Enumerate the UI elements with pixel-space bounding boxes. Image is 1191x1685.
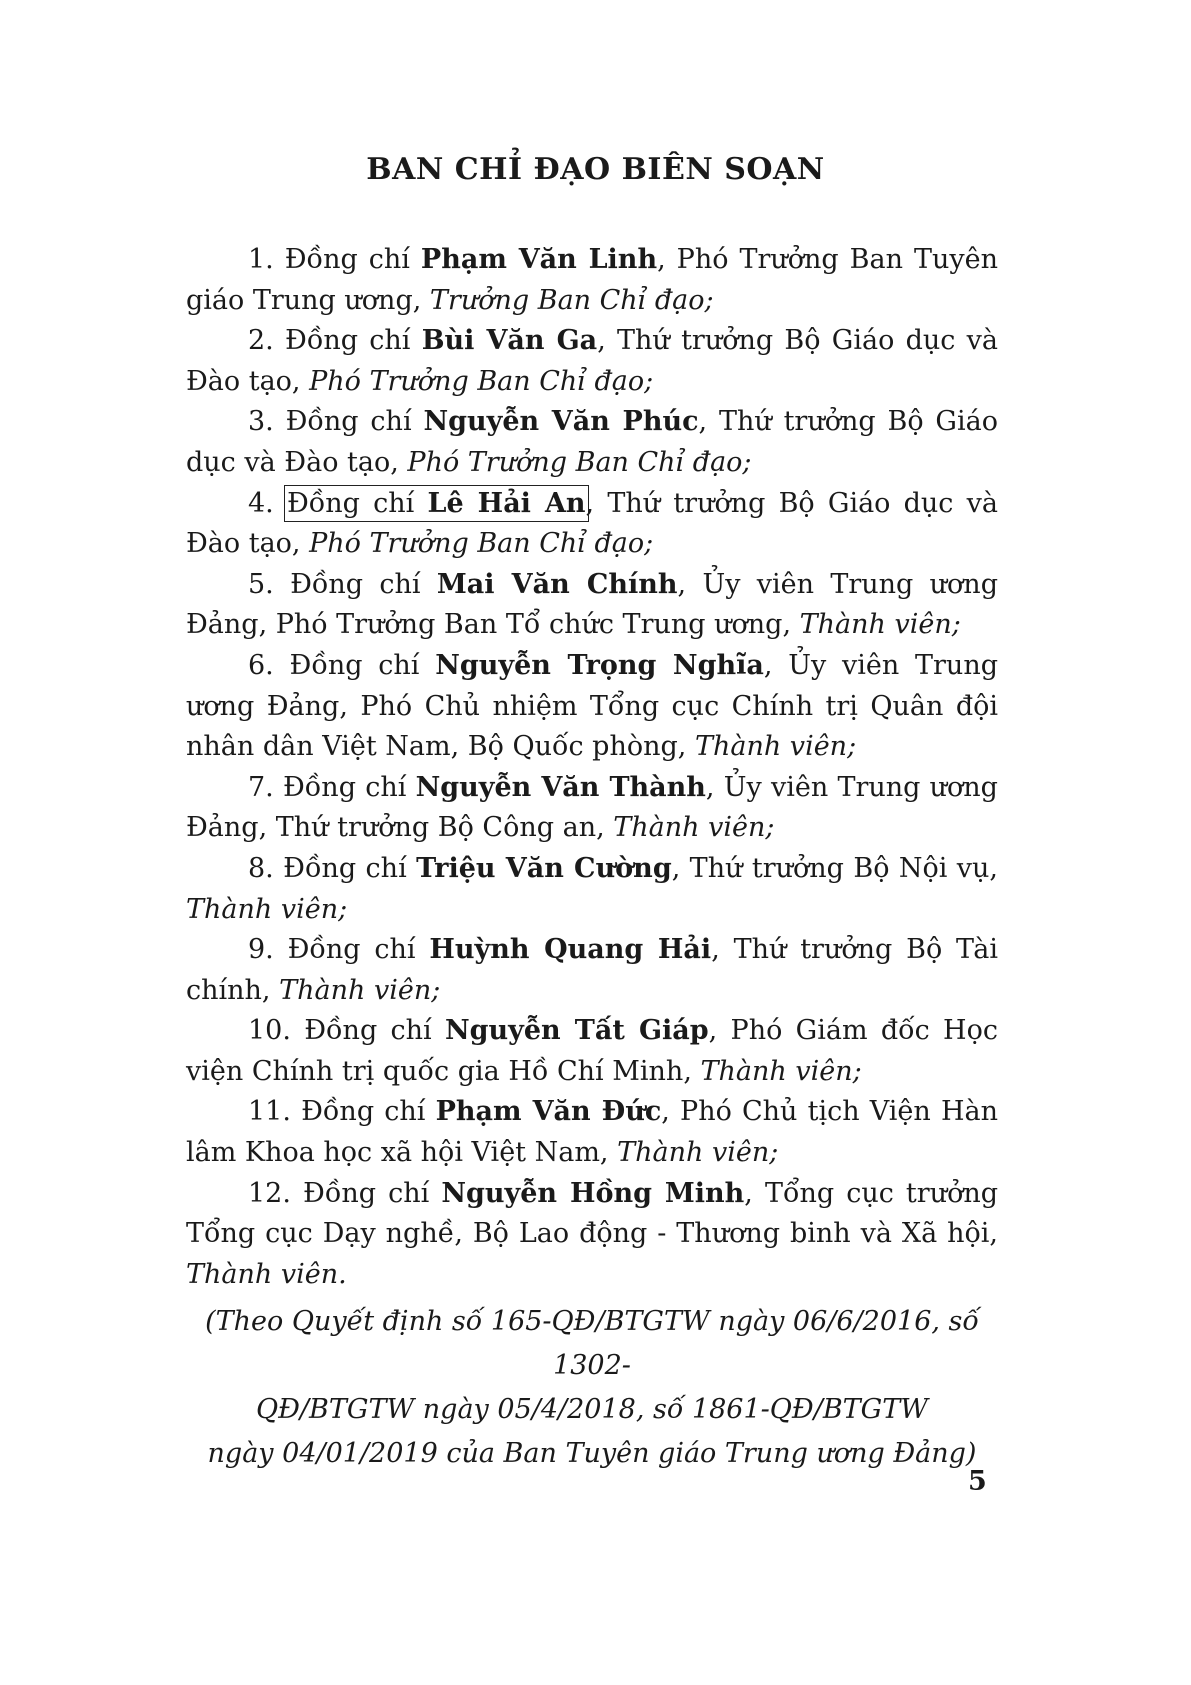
item-number: 7. [248,771,274,803]
decision-note-line: QĐ/BTGTW ngày 05/4/2018, số 1861-QĐ/BTGTW [256,1394,928,1425]
item-prefix: Đồng chí [284,244,410,275]
item-number: 3. [248,406,274,438]
list-item [186,646,998,768]
item-prefix: Đồng chí [285,406,412,438]
member-role: Thành viên; [613,812,775,844]
member-role: Thành viên; [617,1137,779,1169]
item-number: 4. [248,487,274,519]
list-item [186,849,998,930]
member-role: Thành viên; [694,731,857,763]
member-role: Thành viên; [186,893,348,925]
member-name: Phạm Văn Linh [420,244,658,275]
item-prefix: Đồng chí [289,649,420,681]
decision-note-line: (Theo Quyết định số 165-QĐ/BTGTW ngày 06/6/2016, số 1302- [205,1306,979,1381]
list-item [186,1174,998,1296]
member-name: Nguyễn Văn Phúc [423,406,699,438]
item-number: 5. [248,568,274,600]
member-position: , Tổng cục trưởng Tổng cục Dạy nghề, Bộ Lao động - Thương binh và Xã hội, [186,1177,999,1250]
list-item [186,484,998,565]
decision-note [186,1300,998,1476]
member-name: Phạm Văn Đức [435,1096,662,1128]
item-prefix: Đồng chí [286,487,415,519]
list-item [186,565,998,646]
item-number: 8. [248,852,274,884]
list-item [186,321,998,402]
item-number: 10. [248,1015,291,1047]
item-number: 9. [248,934,274,966]
item-number: 11. [248,1096,291,1128]
member-position: , Ủy viên Trung ương Đảng, Phó Trưởng Ban Tổ chức Trung ương, [186,568,998,641]
member-role: Trưởng Ban Chỉ đạo; [429,284,714,316]
list-item [186,240,998,321]
item-prefix: Đồng chí [283,771,407,803]
list-item [186,402,998,483]
item-prefix: Đồng chí [287,934,416,966]
member-name: Triệu Văn Cường [416,852,672,884]
item-prefix: Đồng chí [283,852,407,884]
member-role: Phó Trưởng Ban Chỉ đạo; [407,446,752,478]
member-list [186,240,998,1295]
list-item [186,768,998,849]
list-item [186,1011,998,1092]
item-number: 6. [248,649,274,681]
member-name: Bùi Văn Ga [421,325,598,357]
member-name: Nguyễn Văn Thành [415,771,706,803]
item-prefix: Đồng chí [303,1177,430,1209]
member-role: Thành viên; [279,974,441,1006]
item-prefix: Đồng chí [290,568,421,600]
highlight-box [287,488,586,519]
member-name: Lê Hải An [427,487,586,519]
member-position: , Thứ trưởng Bộ Tài chính, [186,934,998,1006]
member-position: , Ủy viên Trung ương Đảng, Phó Chủ nhiệm Tổng cục Chính trị Quân đội nhân dân Việt Nam, Bộ Quốc phòng, [186,649,998,763]
item-number: 1. [248,244,274,275]
member-position: , Thứ trưởng Bộ Giáo dục và Đào tạo, [186,325,998,397]
member-role: Thành viên; [799,609,961,641]
member-position: , Thứ trưởng Bộ Giáo dục và Đào tạo, [186,487,998,560]
member-role: Thành viên; [700,1055,862,1087]
member-position: , Thứ trưởng Bộ Giáo dục và Đào tạo, [186,406,998,478]
member-name: Mai Văn Chính [436,568,678,600]
member-name: Nguyễn Tất Giáp [444,1015,709,1047]
member-position: , Thứ trưởng Bộ Nội vụ, [671,852,998,884]
item-number: 12. [248,1177,291,1209]
member-position: , Phó Giám đốc Học viện Chính trị quốc gia Hồ Chí Minh, [186,1015,998,1087]
member-role: Thành viên. [186,1258,347,1290]
member-role: Phó Trưởng Ban Chỉ đạo; [309,528,654,560]
member-name: Huỳnh Quang Hải [429,934,712,966]
list-item [186,1092,998,1173]
member-name: Nguyễn Hồng Minh [441,1177,745,1209]
member-position: , Phó Trưởng Ban Tuyên giáo Trung ương, [186,244,998,316]
page-number: 5 [968,1466,987,1497]
item-prefix: Đồng chí [285,325,411,357]
decision-note-line: ngày 04/01/2019 của Ban Tuyên giáo Trung ương Đảng) [207,1438,977,1469]
page-title: BAN CHỈ ĐẠO BIÊN SOẠN [366,152,825,187]
item-prefix: Đồng chí [301,1096,426,1128]
item-prefix: Đồng chí [304,1015,432,1047]
member-position: , Ủy viên Trung ương Đảng, Thứ trưởng Bộ Công an, [186,771,998,844]
member-position: , Phó Chủ tịch Viện Hàn lâm Khoa học xã hội Việt Nam, [186,1096,998,1169]
list-item [186,930,998,1011]
item-number: 2. [248,325,274,357]
member-name: Nguyễn Trọng Nghĩa [435,649,764,681]
member-role: Phó Trưởng Ban Chỉ đạo; [309,365,654,397]
